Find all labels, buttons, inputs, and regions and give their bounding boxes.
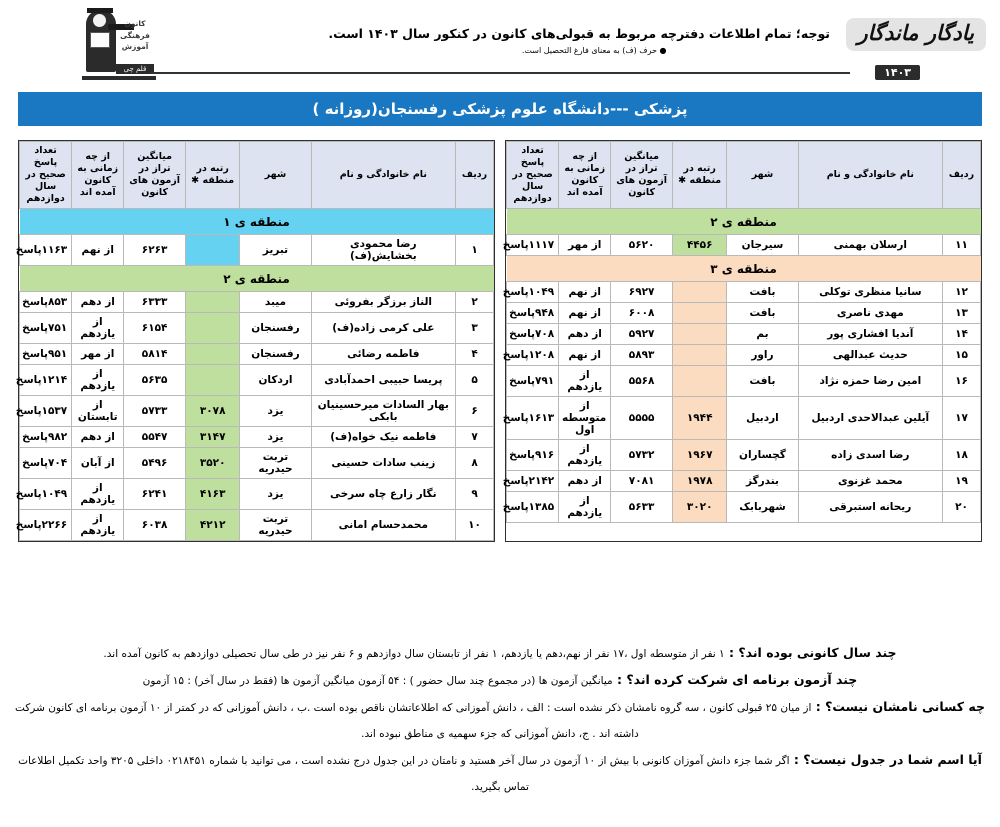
cell-since: از دهم [559, 471, 611, 492]
cell-answers: ۱۳۸۵پاسخ [507, 492, 559, 523]
note-answer: میانگین آزمون ها (در مجموع چند سال حضور ) : ۵۴ آزمون میانگین آزمون ها (فقط در سال آخر) : ۱۵ آزمون [142, 675, 613, 687]
cell-average: ۵۶۲۰ [611, 235, 673, 256]
cell-rank: ۳۵۲۰ [185, 448, 240, 479]
cell-name: رضا محمودی بخشایش(ف) [311, 235, 456, 266]
region-header-row [507, 256, 981, 282]
th-average: میانگین تراز در آزمون های کانون [611, 142, 673, 209]
cell-since: از متوسطه اول [559, 397, 611, 440]
region-header-row [20, 266, 494, 292]
cell-radif: ۱۹ [943, 471, 981, 492]
cell-answers: ۱۱۶۳پاسخ [20, 235, 72, 266]
cell-average: ۵۹۲۷ [611, 324, 673, 345]
cell-radif: ۱۱ [943, 235, 981, 256]
cell-answers: ۹۵۱پاسخ [20, 344, 72, 365]
cell-rank [185, 292, 240, 313]
cell-radif: ۲۰ [943, 492, 981, 523]
cell-rank [672, 366, 727, 397]
cell-city: بافت [727, 303, 798, 324]
cell-name: ارسلان بهمنی [798, 235, 943, 256]
cell-rank [672, 345, 727, 366]
cell-radif: ۱۶ [943, 366, 981, 397]
cell-city: بم [727, 324, 798, 345]
table-row [507, 471, 981, 492]
cell-answers: ۷۵۱پاسخ [20, 313, 72, 344]
cell-average: ۶۲۴۱ [124, 479, 186, 510]
cell-city: راور [727, 345, 798, 366]
cell-since: از نهم [559, 345, 611, 366]
cell-answers: ۱۲۱۴پاسخ [20, 365, 72, 396]
page-header [0, 0, 1000, 88]
left-table-body [502, 209, 981, 523]
table-header-row [507, 142, 981, 209]
cell-since: از مهر [559, 235, 611, 256]
cell-since: از آبان [72, 448, 124, 479]
logo-base-bar [82, 76, 156, 80]
cell-average: ۷۰۸۱ [611, 471, 673, 492]
cell-since: از مهر [72, 344, 124, 365]
cell-rank: ۱۹۴۴ [672, 397, 727, 440]
cell-city: رفسنجان [240, 313, 311, 344]
table-row [20, 313, 494, 344]
cell-average: ۶۰۳۸ [124, 510, 186, 541]
note-question: آیا اسم شما در جدول نیست؟ : [789, 752, 982, 767]
cell-since: از دهم [559, 324, 611, 345]
cell-city: رفسنجان [240, 344, 311, 365]
cell-radif: ۹ [456, 479, 494, 510]
notice-sub-text: ● حرف (ف) به معنای فارغ التحصیل است. [521, 46, 667, 55]
kanoon-logo [82, 6, 156, 82]
kanoon-logo-words: کانون فرهنگی آموزش [120, 19, 150, 51]
cell-radif: ۱۰ [456, 510, 494, 541]
note-answer: ۱ نفر از متوسطه اول ،۱۷ نفر از نهم،دهم یا یازدهم، ۱ نفر از تابستان سال دوازدهم و ۶ نفر نیز در طی سال تحصیلی دوازدهم به کانون آمده اند. [103, 648, 725, 660]
header-divider [150, 72, 850, 74]
cell-name: رضا اسدی زاده [798, 440, 943, 471]
cell-average: ۵۵۵۵ [611, 397, 673, 440]
table-row [20, 479, 494, 510]
cell-city: میبد [240, 292, 311, 313]
cell-city: تربت حیدریه [240, 448, 311, 479]
cell-radif: ۱۲ [943, 282, 981, 303]
cell-since: از یازدهم [559, 366, 611, 397]
th-answers: تعداد پاسخ صحیح در سال دوازدهم [20, 142, 72, 209]
page-title: پزشکی ---دانشگاه علوم پزشکی رفسنجان(روزانه ) [18, 92, 982, 126]
cell-radif: ۷ [456, 427, 494, 448]
region-label: منطقه ی ۲ [20, 266, 494, 292]
cell-average: ۶۱۵۴ [124, 313, 186, 344]
cell-rank [185, 344, 240, 365]
cell-name: سانیا منظری توکلی [798, 282, 943, 303]
cell-name: محمد غزنوی [798, 471, 943, 492]
cell-city: تبریز [240, 235, 311, 266]
cell-answers: ۱۶۱۳پاسخ [507, 397, 559, 440]
cell-name: علی کرمی زاده(ف) [311, 313, 456, 344]
cell-radif: ۲ [456, 292, 494, 313]
cell-rank: ۱۹۶۷ [672, 440, 727, 471]
note-question: چه کسانی نامشان نیست؟ : [811, 699, 985, 714]
table-row [507, 324, 981, 345]
table-row [20, 365, 494, 396]
note-question: چند سال کانونی بوده اند؟ : [724, 645, 897, 660]
figure-head-icon [93, 14, 106, 27]
right-table-body [15, 209, 494, 541]
right-results-table-wrapper [15, 140, 495, 542]
cell-rank [672, 282, 727, 303]
region-label: منطقه ی ۲ [507, 209, 981, 235]
cell-name: زینب سادات حسینی [311, 448, 456, 479]
cell-city: یزد [240, 427, 311, 448]
cell-rank [185, 313, 240, 344]
region-label: منطقه ی ۳ [507, 256, 981, 282]
cell-radif: ۶ [456, 396, 494, 427]
table-row [507, 303, 981, 324]
table-row [507, 492, 981, 523]
cell-city: یزد [240, 396, 311, 427]
cell-answers: ۸۵۳پاسخ [20, 292, 72, 313]
cell-rank [672, 324, 727, 345]
th-average: میانگین تراز در آزمون های کانون [124, 142, 186, 209]
cell-name: ریحانه استبرقی [798, 492, 943, 523]
cell-answers: ۱۰۴۹پاسخ [507, 282, 559, 303]
cell-answers: ۲۱۴۲پاسخ [507, 471, 559, 492]
left-table-head [507, 142, 981, 209]
table-row [507, 440, 981, 471]
cell-city: اردبیل [727, 397, 798, 440]
cell-average: ۵۸۹۳ [611, 345, 673, 366]
cell-rank [185, 365, 240, 396]
cell-rank: ۳۱۴۷ [185, 427, 240, 448]
cell-average: ۶۲۶۳ [124, 235, 186, 266]
cell-rank [672, 303, 727, 324]
notice-main-text: توجه؛ تمام اطلاعات دفترچه مربوط به قبولی‌های کانون در کنکور سال ۱۴۰۳ است. [328, 26, 830, 41]
cell-radif: ۱۵ [943, 345, 981, 366]
note-item [10, 640, 990, 667]
cell-radif: ۱۷ [943, 397, 981, 440]
cell-radif: ۳ [456, 313, 494, 344]
cell-name: امین رضا حمزه نژاد [798, 366, 943, 397]
cell-since: از یازدهم [72, 479, 124, 510]
cell-radif: ۴ [456, 344, 494, 365]
cell-rank: ۴۱۶۳ [185, 479, 240, 510]
table-row [20, 427, 494, 448]
cell-city: یزد [240, 479, 311, 510]
yadegar-logo-text: یادگار ماندگار [846, 18, 987, 51]
cell-since: از نهم [559, 303, 611, 324]
cell-average: ۶۳۳۳ [124, 292, 186, 313]
table-row [20, 235, 494, 266]
yadegar-mandegar-logo [848, 16, 988, 78]
cell-name: الناز برزگر بفروئی [311, 292, 456, 313]
th-answers: تعداد پاسخ صحیح در سال دوازدهم [507, 142, 559, 209]
cell-name: نگار زارع چاه سرخی [311, 479, 456, 510]
th-radif: ردیف [456, 142, 494, 209]
cell-since: از دهم [72, 427, 124, 448]
cell-average: ۵۶۳۳ [611, 492, 673, 523]
cell-answers: ۱۲۰۸پاسخ [507, 345, 559, 366]
cell-city: سیرجان [727, 235, 798, 256]
cell-average: ۵۵۶۸ [611, 366, 673, 397]
table-row [20, 344, 494, 365]
cell-answers: ۹۴۸پاسخ [507, 303, 559, 324]
table-row [20, 448, 494, 479]
cell-average: ۶۰۰۸ [611, 303, 673, 324]
table-row [507, 235, 981, 256]
right-results-table [15, 141, 494, 541]
cell-city: بافت [727, 366, 798, 397]
cell-name: مهدی ناصری [798, 303, 943, 324]
yadegar-logo-year: ۱۴۰۳ [875, 65, 920, 80]
table-row [507, 366, 981, 397]
cell-since: از یازدهم [72, 365, 124, 396]
th-since: از چه زمانی به کانون آمده اند [72, 142, 124, 209]
cell-rank: ۳۰۲۰ [672, 492, 727, 523]
cell-answers: ۱۰۴۹پاسخ [20, 479, 72, 510]
cell-since: از یازدهم [559, 492, 611, 523]
table-header-row [20, 142, 494, 209]
note-item [10, 694, 990, 747]
cell-name: حدیث عبدالهی [798, 345, 943, 366]
cell-average: ۵۷۳۳ [124, 396, 186, 427]
cell-average: ۵۶۳۵ [124, 365, 186, 396]
cell-name: آیلین عبدالاحدی اردبیل [798, 397, 943, 440]
cell-answers: ۱۱۱۷پاسخ [507, 235, 559, 256]
cell-name: پریسا حبیبی احمدآبادی [311, 365, 456, 396]
th-radif: ردیف [943, 142, 981, 209]
note-item [10, 747, 990, 800]
cell-rank: ۴۲۱۲ [185, 510, 240, 541]
cell-radif: ۱ [456, 235, 494, 266]
kanoon-logo-tag: قلم چی [116, 64, 154, 74]
cell-rank: ۳۰۷۸ [185, 396, 240, 427]
cell-radif: ۸ [456, 448, 494, 479]
cell-since: از دهم [72, 292, 124, 313]
th-name: نام خانوادگی و نام [311, 142, 456, 209]
cell-since: از نهم [559, 282, 611, 303]
tables-container [15, 140, 982, 542]
cell-average: ۵۸۱۴ [124, 344, 186, 365]
note-item [10, 667, 990, 694]
cell-average: ۵۷۳۲ [611, 440, 673, 471]
cell-name: فاطمه نیک خواه(ف) [311, 427, 456, 448]
region-header-row [20, 209, 494, 235]
th-rank: رتبه در منطقه ✱ [185, 142, 240, 209]
table-row [20, 510, 494, 541]
th-city: شهر [240, 142, 311, 209]
left-results-table-wrapper [502, 140, 982, 542]
th-since: از چه زمانی به کانون آمده اند [559, 142, 611, 209]
right-table-head [20, 142, 494, 209]
graduation-cap-icon [87, 8, 113, 13]
cell-average: ۵۴۹۶ [124, 448, 186, 479]
note-answer: اگر شما جزء دانش آموزان کانونی با بیش از ۱۰ آزمون در سال آخر هستید و نامتان در این جدول درج نشده است ، می توانید با شماره ۰۲۱۸۴۵۱ داخلی ۳۲۰۵ واحد تکمیل اطلاعات تماس بگیرید. [18, 755, 790, 793]
cell-city: اردکان [240, 365, 311, 396]
cell-since: از یازدهم [72, 313, 124, 344]
table-row [507, 397, 981, 440]
note-answer: از میان ۲۵ قبولی کانون ، سه گروه نامشان ذکر نشده است : الف ، دانش آموزانی که اطلاعاتشان ناقص بوده است .ب ، دانش آموزانی که در کمتر از ۱۰ آزمون برنامه ای کانون شرکت داشته اند . ج، دانش آموزانی که جزء سهمیه ی مناطق نبوده اند. [15, 702, 812, 740]
cell-radif: ۱۳ [943, 303, 981, 324]
cell-radif: ۱۸ [943, 440, 981, 471]
cell-since: از یازدهم [72, 510, 124, 541]
cell-average: ۵۵۴۷ [124, 427, 186, 448]
table-row [507, 282, 981, 303]
left-results-table [502, 141, 981, 523]
cell-rank: ۱۹۷۸ [672, 471, 727, 492]
th-city: شهر [727, 142, 798, 209]
note-question: چند آزمون برنامه ای شرکت کرده اند؟ : [612, 672, 858, 687]
header-notice [328, 26, 830, 55]
table-row [20, 292, 494, 313]
region-header-row [507, 209, 981, 235]
cell-radif: ۱۴ [943, 324, 981, 345]
cell-city: بافت [727, 282, 798, 303]
table-row [20, 396, 494, 427]
cell-name: بهار السادات میرحسینیان بابکی [311, 396, 456, 427]
region-label: منطقه ی ۱ [20, 209, 494, 235]
book-icon [90, 32, 110, 48]
cell-name: آندیا افشاری پور [798, 324, 943, 345]
cell-rank [185, 235, 240, 266]
cell-answers: ۲۲۶۶پاسخ [20, 510, 72, 541]
cell-city: تربت حیدریه [240, 510, 311, 541]
cell-city: بندرگز [727, 471, 798, 492]
table-row [507, 345, 981, 366]
cell-answers: ۷۰۸پاسخ [507, 324, 559, 345]
cell-answers: ۷۰۴پاسخ [20, 448, 72, 479]
cell-since: از تابستان [72, 396, 124, 427]
cell-answers: ۷۹۱پاسخ [507, 366, 559, 397]
footer-notes [10, 640, 990, 800]
cell-name: فاطمه رضائی [311, 344, 456, 365]
th-name: نام خانوادگی و نام [798, 142, 943, 209]
th-rank: رتبه در منطقه ✱ [672, 142, 727, 209]
cell-rank: ۴۴۵۶ [672, 235, 727, 256]
cell-average: ۶۹۲۷ [611, 282, 673, 303]
cell-since: از یازدهم [559, 440, 611, 471]
cell-answers: ۱۵۳۷پاسخ [20, 396, 72, 427]
cell-name: محمدحسام امانی [311, 510, 456, 541]
cell-answers: ۹۱۶پاسخ [507, 440, 559, 471]
cell-radif: ۵ [456, 365, 494, 396]
cell-answers: ۹۸۲پاسخ [20, 427, 72, 448]
cell-since: از نهم [72, 235, 124, 266]
cell-city: شهربابک [727, 492, 798, 523]
cell-city: گچساران [727, 440, 798, 471]
